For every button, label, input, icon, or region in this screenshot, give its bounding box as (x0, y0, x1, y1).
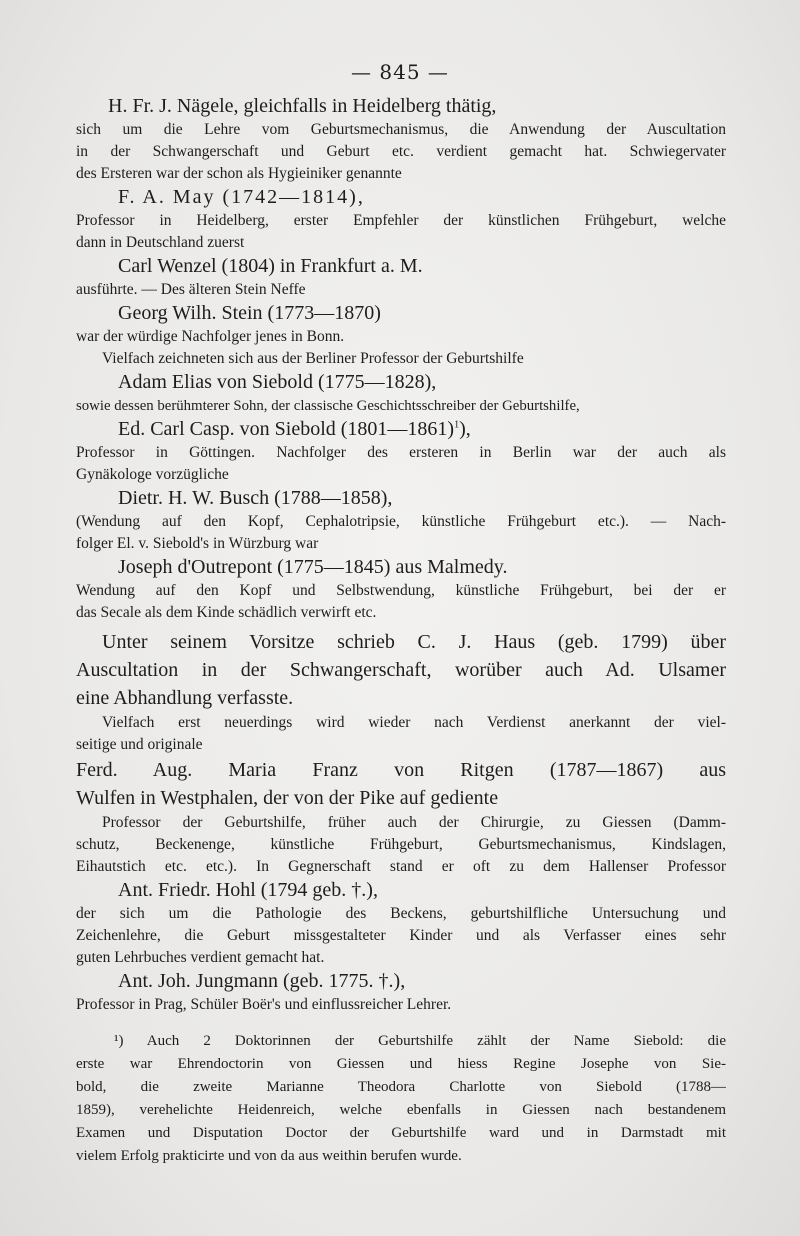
footnote-separator (76, 1016, 726, 1030)
text-line: seitige und originale (76, 736, 203, 753)
name-heading: Ant. Friedr. Hohl (1794 geb. †.), (118, 879, 378, 901)
text-line: sich um die Lehre vom Geburtsmechanismus, die Anwendung der Auscultation (76, 121, 726, 138)
footnote (76, 1030, 726, 1168)
text-line: Professor in Heidelberg, erster Empfehler der künstlichen Frühgeburt, welche (76, 212, 726, 229)
name-heading: Ferd. Aug. Maria Franz von Ritgen (1787—1867) aus (76, 759, 726, 781)
text-line: guten Lehrbuches verdient gemacht hat. (76, 949, 325, 966)
text-line: Professor in Prag, Schüler Boër's und einflussreicher Lehrer. (76, 996, 452, 1013)
main-text (76, 94, 726, 1168)
name-heading: F. A. May (1742—1814), (118, 186, 365, 208)
text-line-large: Wulfen in Westphalen, der von der Pike auf gediente (76, 787, 499, 809)
text-line: der sich um die Pathologie des Beckens, geburtshilfliche Untersuchung und (76, 905, 726, 922)
text-line: Vielfach zeichneten sich aus der Berliner Professor der Geburtshilfe (102, 350, 524, 367)
text-line: dann in Deutschland zuerst (76, 234, 245, 251)
footnote-line: vielem Erfolg prakticirte und von da aus weithin berufen wurde. (76, 1148, 462, 1164)
text-line: Professor der Geburtshilfe, früher auch der Chirurgie, zu Giessen (Damm- (102, 814, 726, 831)
name-heading: Ant. Joh. Jungmann (geb. 1775. †.), (118, 970, 406, 992)
name-heading: Carl Wenzel (1804) in Frankfurt a. M. (118, 255, 423, 277)
text-line: Zeichenlehre, die Geburt missgestalteter Kinder und als Verfasser eines sehr (76, 927, 726, 944)
text-line-large: eine Abhandlung verfasste. (76, 687, 294, 709)
footnote-line: Examen und Disputation Doctor der Geburtshilfe ward und in Darmstadt mit (76, 1125, 726, 1141)
text-line-large: Unter seinem Vorsitze schrieb C. J. Haus (geb. 1799) über (102, 631, 726, 653)
text-line: Gynäkologe vorzügliche (76, 466, 229, 483)
text-line: in der Schwangerschaft und Geburt etc. verdient gemacht hat. Schwiegervater (76, 143, 726, 160)
text-line-large: Auscultation in der Schwangerschaft, worüber auch Ad. Ulsamer (76, 659, 726, 681)
name-text: Ed. Carl Casp. von Siebold (1801—1861) (118, 418, 455, 440)
text-line: des Ersteren war der schon als Hygieiniker genannte (76, 165, 402, 182)
text-line: sowie dessen berühmterer Sohn, der classische Geschichtsschreiber der Geburtshilfe, (76, 398, 580, 414)
name-heading: H. Fr. J. Nägele, gleichfalls in Heidelberg thätig, (108, 95, 497, 117)
name-tail: ), (459, 418, 471, 440)
text-line: Vielfach erst neuerdings wird wieder nach Verdienst anerkannt der viel- (102, 714, 726, 731)
text-line: war der würdige Nachfolger jenes in Bonn. (76, 328, 345, 345)
name-heading: Dietr. H. W. Busch (1788—1858), (118, 487, 393, 509)
footnote-line: ¹) Auch 2 Doktorinnen der Geburtshilfe zählt der Name Siebold: die (114, 1033, 726, 1049)
text-line: Professor in Göttingen. Nachfolger des ersteren in Berlin war der auch als (76, 444, 726, 461)
footnote-line: bold, die zweite Marianne Theodora Charlotte von Siebold (1788— (76, 1079, 726, 1095)
text-line: das Secale als dem Kinde schädlich verwirft etc. (76, 604, 377, 621)
text-line: (Wendung auf den Kopf, Cephalotripsie, künstliche Frühgeburt etc.). — Nach- (76, 513, 726, 530)
text-line: schutz, Beckenenge, künstliche Frühgeburt, Geburtsmechanismus, Kindslagen, (76, 836, 726, 853)
text-line: ausführte. — Des älteren Stein Neffe (76, 281, 306, 298)
page-number: — 845 — (351, 60, 449, 84)
name-heading: Adam Elias von Siebold (1775—1828), (118, 371, 437, 393)
name-heading (76, 417, 726, 442)
text-line: Eihautstich etc. etc.). In Gegnerschaft stand er oft zu dem Hallenser Professor (76, 858, 726, 875)
name-heading: Georg Wilh. Stein (1773—1870) (118, 302, 381, 324)
name-heading: Joseph d'Outrepont (1775—1845) aus Malmedy. (118, 556, 508, 578)
footnote-line: erste war Ehrendoctorin von Giessen und hiess Regine Josephe von Sie- (76, 1056, 726, 1072)
text-line: Wendung auf den Kopf und Selbstwendung, künstliche Frühgeburt, bei der er (76, 582, 726, 599)
footnote-marker: 1 (454, 419, 460, 431)
footnote-line: 1859), verehelichte Heidenreich, welche ebenfalls in Giessen nach bestandenem (76, 1102, 726, 1118)
text-line: folger El. v. Siebold's in Würzburg war (76, 535, 319, 552)
